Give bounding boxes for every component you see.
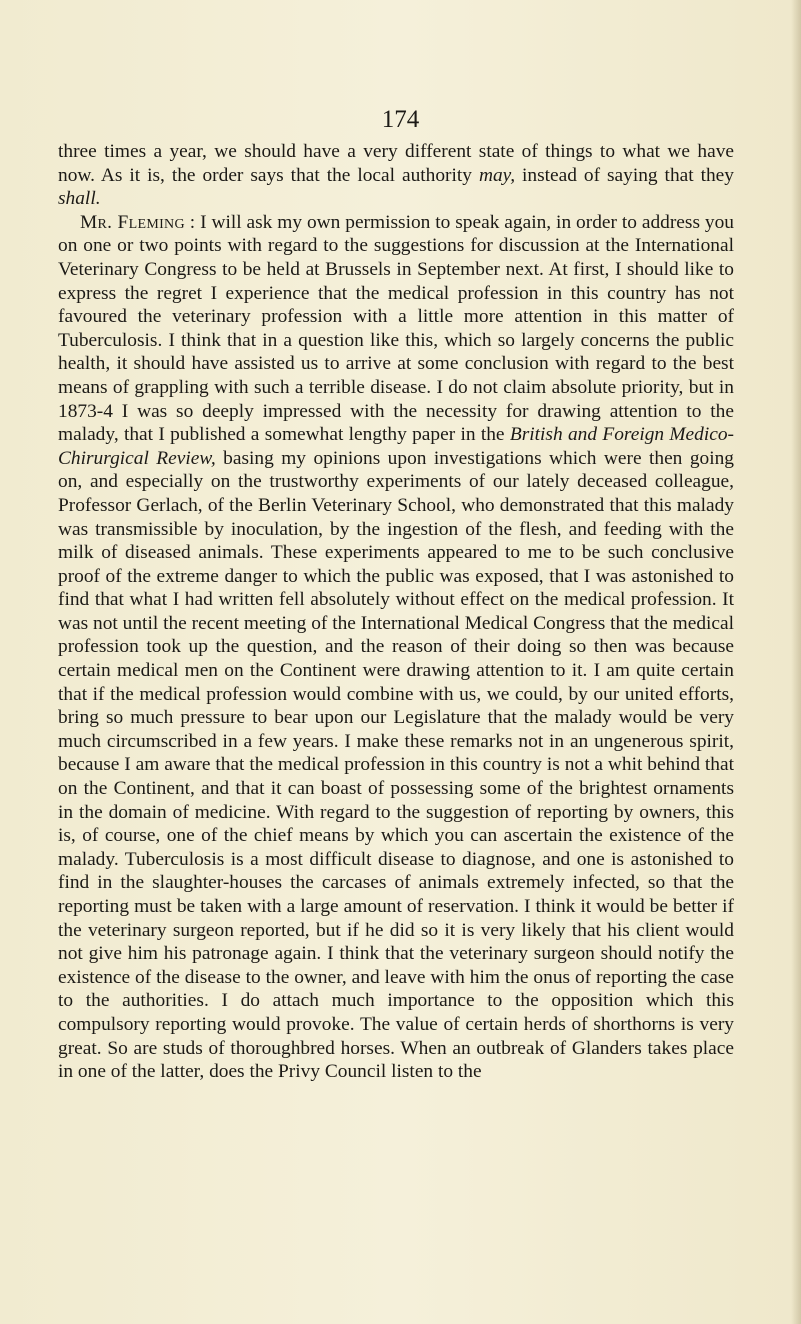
p1-text-a: three times a year, we should have a very different state of things to what we have now. As it is, the order says that the local authority <box>58 141 734 186</box>
paragraph-1 <box>58 140 734 211</box>
body-text <box>58 140 734 1084</box>
journal-title: British and Foreign Medico-Chirurgical Review, <box>58 424 734 469</box>
page-number: 174 <box>381 106 420 133</box>
p2-text-rest: basing my opinions upon investigations which were then going on, and especially on the trustworthy experiments of our lately deceased colleague, Professor Gerlach, of the Berlin Veterinary School, who demonstrated that this malady was transmissible by inoculation, by the ingestion of the flesh, and feeding with the milk of diseased animals. These experiments appeared to me to be such conclusive proof of the extreme danger to which the public was exposed, that I was astonished to find that what I had written fell absolutely without effect on the medical profession. It was not until the recent meeting of the International Medical Congress that the medical profession took up the question, and the reason of their doing so then was because certain medical men on the Continent were drawing attention to it. I am quite certain that if the medical profession would combine with us, we could, by our united efforts, bring so much pressure to bear upon our Legislature that the malady would be very much circumscribed in a few years. I make these remarks not in an ungenerous spirit, because I am aware that the medical profession in this country is not a whit behind that on the Continent, and that it can boast of possessing some of the brightest ornaments in the domain of medicine. With regard to the suggestion of reporting by owners, this is, of course, one of the chief means by which you can ascertain the existence of the malady. Tuberculosis is a most difficult disease to diagnose, and one is astonished to find in the slaughter-houses the carcases of animals extremely infected, so that the reporting must be taken with a large amount of reservation. I think it would be better if the veterinary surgeon reported, but if he did so it is very likely that his client would not give him his patronage again. I think that the veterinary surgeon should notify the existence of the disease to the owner, and leave with him the onus of reporting the case to the authorities. I do attach much importance to the opposition which this compulsory reporting would provoke. The value of certain herds of shorthorns is very great. So are studs of thoroughbred horses. When an outbreak of Glanders takes place in one of the latter, does the Privy Council listen to the <box>58 447 734 1083</box>
page-edge-shadow <box>791 0 801 1324</box>
p1-italic-may: may, <box>478 164 516 186</box>
p1-text-b: instead of saying that they <box>522 164 734 186</box>
speaker-name: Mr. Fleming <box>80 211 185 233</box>
p2-text-intro: : I will ask my own permission to speak again, in order to address you on one or two points with regard to the suggestions for discussion at the International Veterinary Congress to be held at Brussels in September next. At first, I should like to express the regret I experience that the medical profession in this country has not favoured the veterinary profession with a little more attention in this matter of Tuberculosis. I think that in a question like this, which so largely concerns the public health, it should have assisted us to arrive at some conclusion with regard to the best means of grappling with such a terrible disease. I do not claim absolute priority, but in 1873-4 I was so deeply impressed with the necessity for drawing attention to the malady, that I published a somewhat lengthy paper in the <box>58 211 734 446</box>
paragraph-2 <box>58 211 734 1084</box>
p1-italic-shall: shall. <box>58 188 101 210</box>
